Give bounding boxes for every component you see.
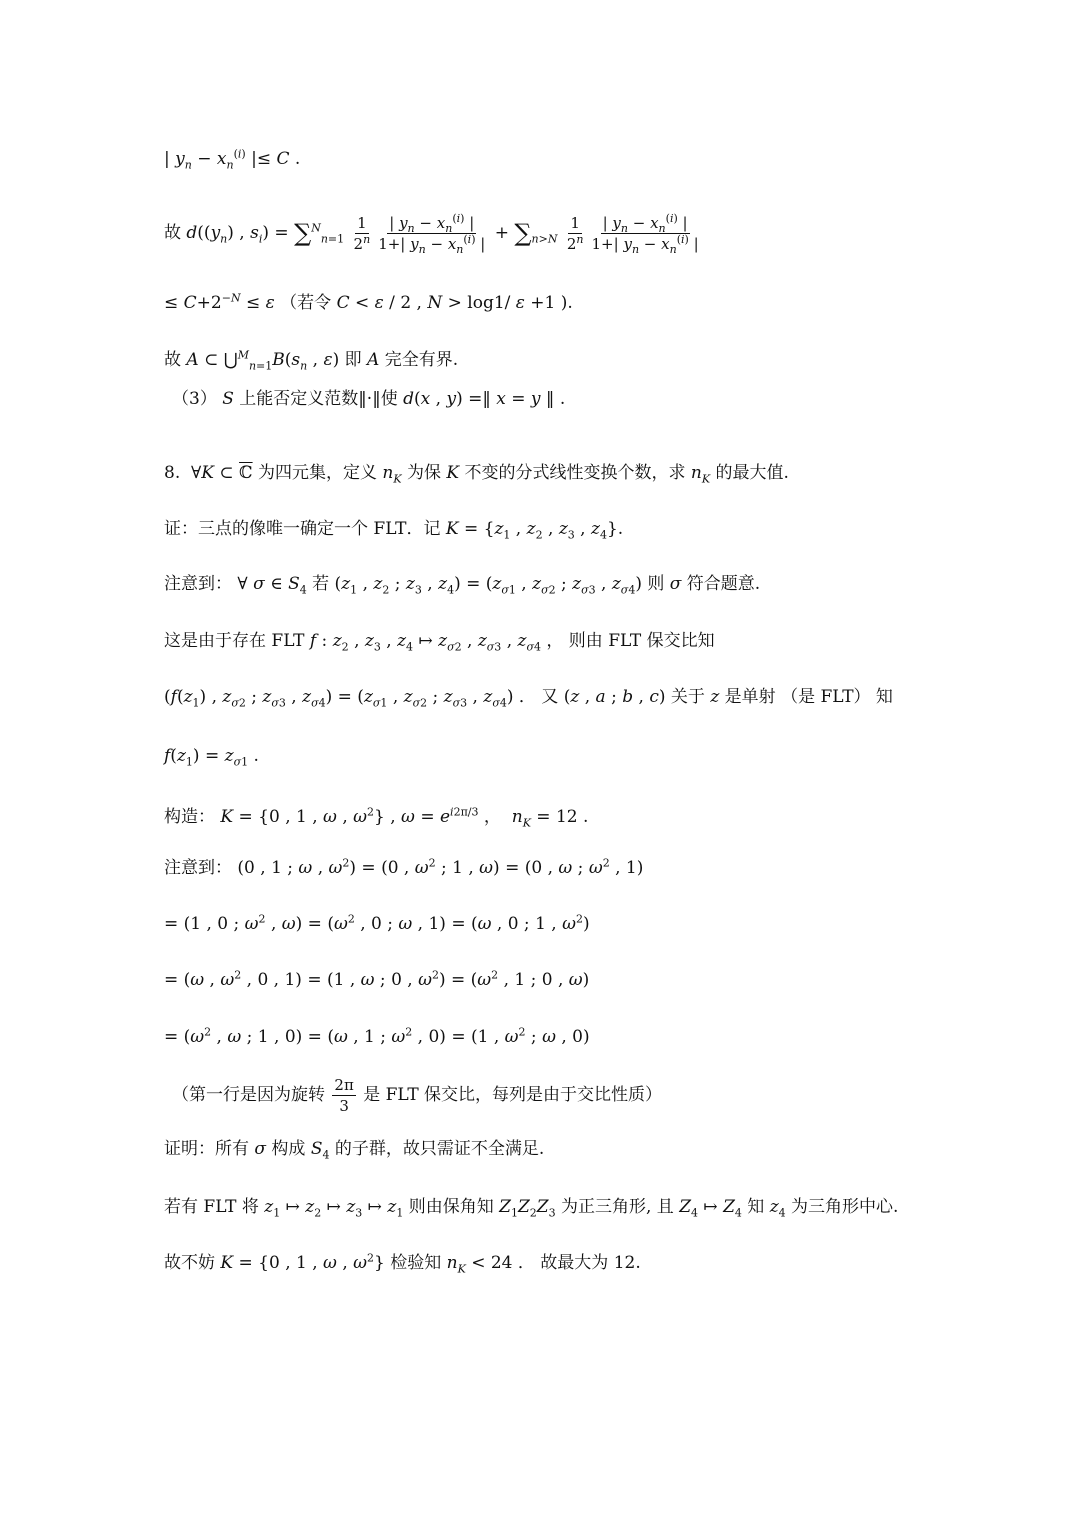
text-line-20: 故不妨 K = {0 , 1 , ω , $\omega^2$} 检验知 $n_K < 24$ ． 故最大为 12.	[164, 1251, 641, 1276]
text-line-8: 注意到： ∀ σ ∈ $S_4$ 若 ($z_1$ , $z_2$ ; $z_3$ , $z_4) = (z_{\sigma 1}$ , $z_{\sigma 2}$ ; $z_{\sigma 3}$ , $z_{\sigma 4}$) 则 σ 符合题意.	[164, 574, 761, 597]
text-line-17: （第一行是因为旋转 $\frac{2\pi}{3}$ 是 FLT 保交比，每列是由于交比性质）	[172, 1076, 663, 1115]
text-line-10: ($f(z_1)$ , $z_{\sigma 2}$ ; $z_{\sigma 3}$ , $z_{\sigma 4}) = (z_{\sigma 1}$ , $z_{\sigma 2}$ ; $z_{\sigma 3}$ , $z_{\sigma 4}$) ． 又 (z , a ; b , c) 关于 z 是单射 （是 FLT） 知	[164, 687, 893, 710]
text-line-1: | $y_n - x_n^{(i)}$ |≤ C .	[164, 147, 301, 172]
text-line-13: 注意到： (0 , 1 ; ω , $\omega^2) = (0$ , $\omega^2$ ; 1 , ω) = (0 , ω ; $\omega^2$ , 1)	[164, 856, 644, 878]
text-line-19: 若有 FLT 将 $z_1$ ↦ $z_2$ ↦ $z_3$ ↦ $z_1$ 则由保角知 $Z_1Z_2Z_3$ 为正三角形, 且 $Z_4$ ↦ $Z_4$ 知 $z_4$ 为三角形中心.	[164, 1197, 899, 1220]
text-line-3: ≤ $C+2^{-N} \le \varepsilon$ （若令 C < ε / 2 , N > log1/ ε +1 ).	[164, 291, 573, 313]
text-line-12: 构造： K = {0 , 1 , ω , $\omega^2$} , $\omega = e^{i2\pi/3}$ ， $n_K = 12$ .	[164, 805, 589, 830]
problem-8-statement: 8. ∀K ⊂ ℂ 为四元集，定义 $n_K$ 为保 K 不变的分式线性变换个数，求 $n_K$ 的最大值.	[164, 463, 789, 486]
text-line-15: = (ω , $\omega^2$ , 0 , 1) = (1 , ω ; 0 , $\omega^2) = (\omega^2$ , 1 ; 0 , ω)	[164, 968, 590, 990]
text-line-7: 证：三点的像唯一确定一个 FLT．记 $K = \{z_1$ , $z_2$ , $z_3$ , $z_4$}.	[164, 519, 624, 542]
text-line-14: = (1 , 0 ; $\omega^2$ , $\omega) = (\omega^2$ , 0 ; ω , 1) = (ω , 0 ; 1 , $\omega^2$)	[164, 912, 590, 934]
text-line-16: = ($\omega^2$ , ω ; 1 , 0) = (ω , 1 ; $\omega^2$ , 0) = (1 , $\omega^2$ ; ω , 0)	[164, 1025, 590, 1047]
text-line-5: （3） S 上能否定义范数‖·‖使 d(x , y) =‖ x = y ‖ .	[172, 389, 566, 409]
text-line-18: 证明：所有 σ 构成 $S_4$ 的子群，故只需证不全满足.	[164, 1139, 545, 1162]
text-line-4: 故 A ⊂ $⋃^M_{n=1}B(s_n$ , ε) 即 A 完全有界.	[164, 348, 459, 373]
text-line-11: $f(z_1) = z_{\sigma 1}$ .	[164, 746, 259, 769]
text-line-9: 这是由于存在 FLT f : $z_2$ , $z_3$ , $z_4$ ↦ $z_{\sigma 2}$ , $z_{\sigma 3}$ , $z_{\sigma 4}$ ， 则由 FLT 保交比知	[164, 631, 715, 654]
equation-line-2: 故 $d((y_n)$ , $s_i) = \sum^N_{n=1}$ $\frac{1}{2^n}$ $\frac{| y_n - x_n^{(i)} |}{1+| y_n - x_n^{(i)} |}$ + $\sum_{n>N}$ $\frac{1}{2^n}$ $\frac{| y_n - x_n^{(i)} |}{1+| y_n - x_n^{(i)} |}$	[164, 212, 699, 256]
